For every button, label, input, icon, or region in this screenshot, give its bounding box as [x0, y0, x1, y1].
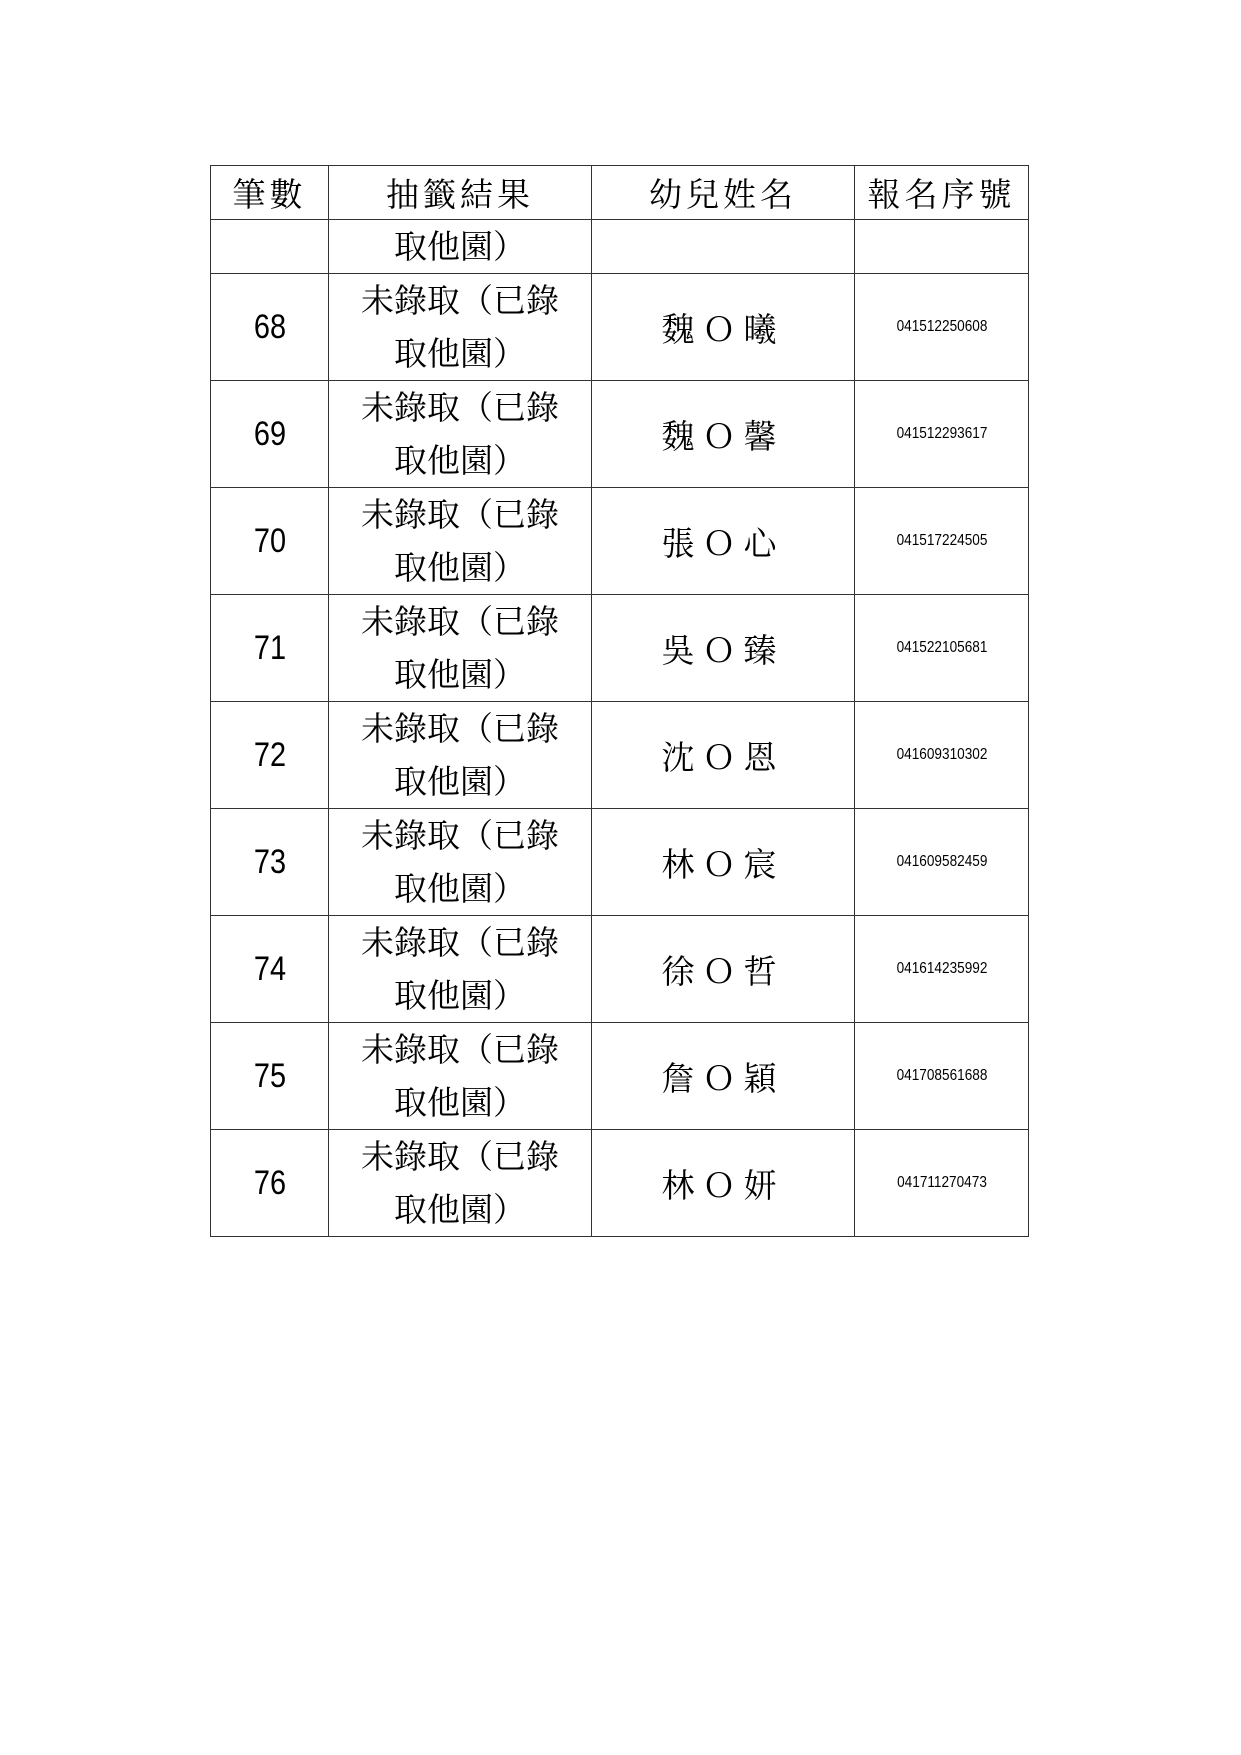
row-count: 74	[219, 916, 319, 1023]
row-result-line1: 未錄取（已錄	[361, 709, 559, 748]
row-result-line1: 未錄取（已錄	[361, 923, 559, 962]
row-count: 68	[219, 274, 319, 381]
row-serial	[868, 220, 1016, 274]
row-name	[592, 220, 855, 274]
row-result	[329, 381, 592, 488]
table-row	[211, 488, 1029, 595]
row-serial: 041711270473	[868, 1130, 1016, 1237]
row-serial: 041512250608	[868, 274, 1016, 381]
row-result-line1: 未錄取（已錄	[361, 281, 559, 320]
row-name: 詹Ｏ穎	[592, 1023, 855, 1130]
row-result	[329, 916, 592, 1023]
row-name: 徐Ｏ哲	[592, 916, 855, 1023]
row-count: 73	[219, 809, 319, 916]
row-serial: 041614235992	[868, 916, 1016, 1023]
row-serial: 041517224505	[868, 488, 1016, 595]
table-row	[211, 916, 1029, 1023]
row-name: 吳Ｏ臻	[592, 595, 855, 702]
row-result-line2: 取他園）	[394, 441, 526, 480]
lottery-results-table	[210, 165, 1029, 1237]
row-name: 魏Ｏ馨	[592, 381, 855, 488]
table-row	[211, 809, 1029, 916]
row-count: 70	[219, 488, 319, 595]
header-registration-number: 報名序號	[855, 166, 1029, 220]
row-count: 69	[219, 381, 319, 488]
row-count: 72	[219, 702, 319, 809]
table-row	[211, 381, 1029, 488]
row-count: 76	[219, 1130, 319, 1237]
row-result-line2: 取他園）	[394, 548, 526, 587]
row-result	[329, 702, 592, 809]
table-row	[211, 274, 1029, 381]
table-row	[211, 595, 1029, 702]
row-result	[329, 595, 592, 702]
row-serial: 041609582459	[868, 809, 1016, 916]
header-child-name: 幼兒姓名	[592, 166, 855, 220]
header-lottery-result: 抽籤結果	[329, 166, 592, 220]
header-count: 筆數	[211, 166, 329, 220]
row-result-line1: 未錄取（已錄	[361, 1030, 559, 1069]
row-serial: 041708561688	[868, 1023, 1016, 1130]
row-count	[219, 220, 319, 274]
row-result-line2: 取他園）	[394, 1190, 526, 1229]
row-result-line2: 取他園）	[394, 334, 526, 373]
row-name: 沈Ｏ恩	[592, 702, 855, 809]
row-name: 張Ｏ心	[592, 488, 855, 595]
row-count: 75	[219, 1023, 319, 1130]
row-name: 魏Ｏ曦	[592, 274, 855, 381]
row-result-line1: 未錄取（已錄	[361, 495, 559, 534]
row-serial: 041609310302	[868, 702, 1016, 809]
row-result-line2: 取他園）	[394, 1083, 526, 1122]
row-name: 林Ｏ妍	[592, 1130, 855, 1237]
row-result-line1: 未錄取（已錄	[361, 816, 559, 855]
table-row-continued	[211, 220, 1029, 274]
row-result-line2: 取他園）	[394, 869, 526, 908]
row-result	[329, 809, 592, 916]
table-header-row	[211, 166, 1029, 220]
row-result	[329, 274, 592, 381]
row-result-line1: 未錄取（已錄	[361, 1137, 559, 1176]
table-row	[211, 1130, 1029, 1237]
row-result-line1: 未錄取（已錄	[361, 388, 559, 427]
row-result	[329, 1023, 592, 1130]
row-result	[329, 488, 592, 595]
row-result-line2: 取他園）	[394, 655, 526, 694]
row-serial: 041512293617	[868, 381, 1016, 488]
row-result-line2: 取他園）	[394, 762, 526, 801]
row-count: 71	[219, 595, 319, 702]
row-result-line1: 未錄取（已錄	[361, 602, 559, 641]
table-row	[211, 1023, 1029, 1130]
table-row	[211, 702, 1029, 809]
row-serial: 041522105681	[868, 595, 1016, 702]
row-result-line2: 取他園）	[394, 976, 526, 1015]
row-name: 林Ｏ宸	[592, 809, 855, 916]
row-result	[329, 1130, 592, 1237]
row-result: 取他園）	[329, 220, 592, 274]
